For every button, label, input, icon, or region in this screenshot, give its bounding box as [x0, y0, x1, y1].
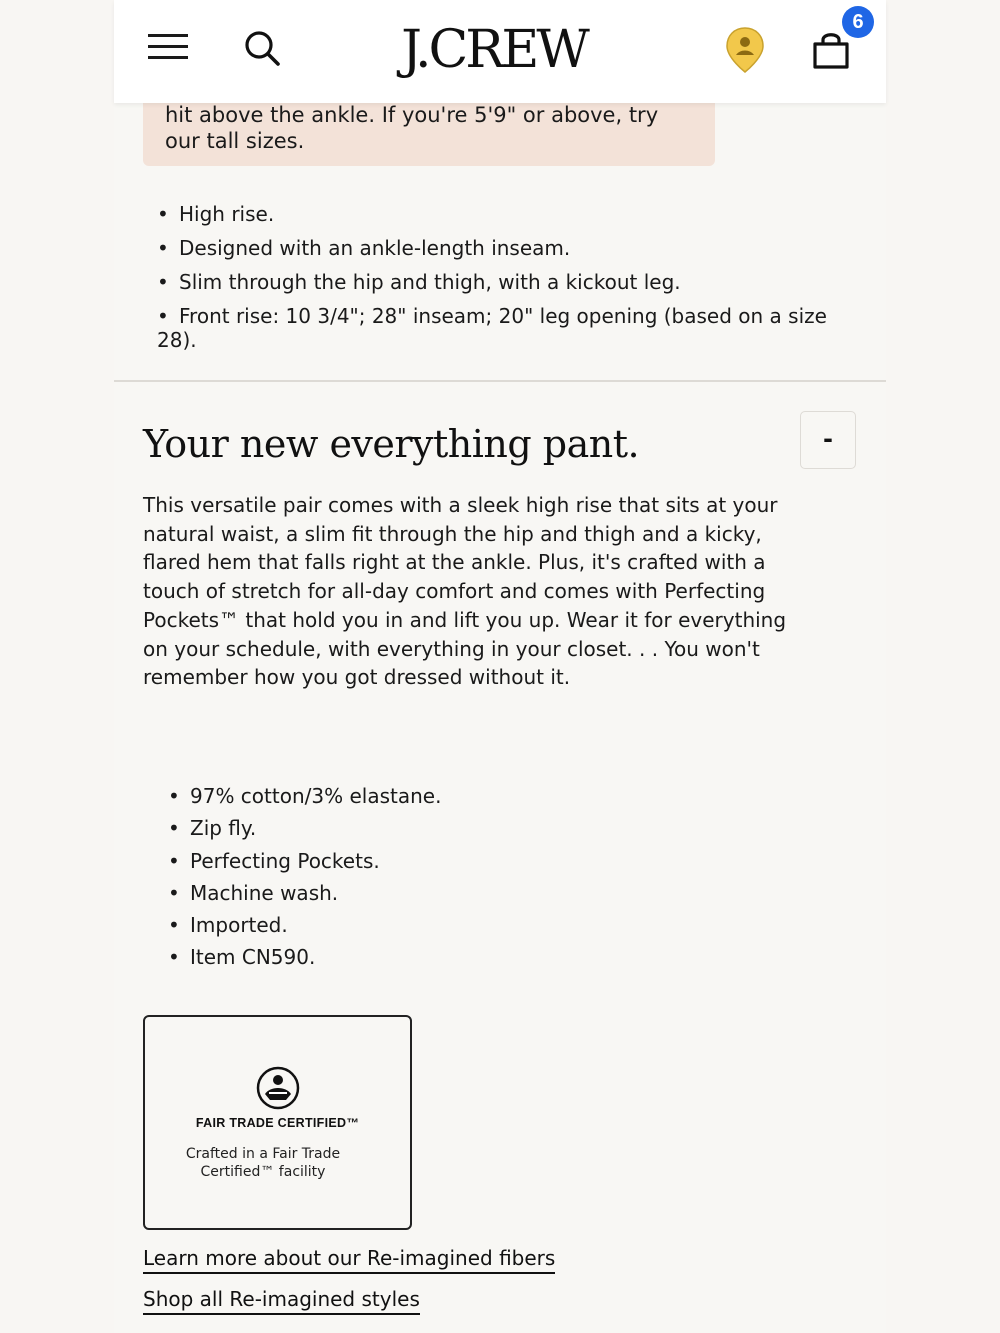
product-detail-item: • Machine wash. — [168, 877, 441, 909]
fair-trade-title: FAIR TRADE CERTIFIED™ — [195, 1116, 360, 1130]
bag-count-badge: 6 — [842, 6, 874, 38]
fair-trade-description: Crafted in a Fair Trade Certified™ facility — [185, 1146, 341, 1180]
reimagined-fibers-link[interactable]: Learn more about our Re-imagined fibers — [143, 1245, 555, 1274]
shop-reimagined-styles-link[interactable]: Shop all Re-imagined styles — [143, 1286, 420, 1315]
fair-trade-card — [143, 1015, 412, 1230]
search-icon[interactable] — [242, 28, 282, 68]
product-section-title: Your new everything pant. — [143, 422, 640, 466]
fair-trade-logo-icon — [256, 1066, 300, 1110]
tall-sizing-note-text: hit above the ankle. If you're 5'9" or above, try our tall sizes. — [165, 103, 659, 153]
fit-detail-item: • Slim through the hip and thigh, with a kickout leg. — [157, 270, 857, 294]
product-detail-item: • Imported. — [168, 909, 441, 941]
jcrew-logo[interactable]: J.CREW — [401, 20, 587, 80]
product-detail-item: • Perfecting Pockets. — [168, 845, 441, 877]
product-detail-item: • Zip fly. — [168, 812, 441, 844]
fit-detail-item: • High rise. — [157, 202, 857, 226]
collapse-section-button[interactable]: - — [800, 411, 856, 469]
section-divider — [114, 380, 886, 382]
fit-detail-item: • Designed with an ankle-length inseam. — [157, 236, 857, 260]
product-detail-item: • 97% cotton/3% elastane. — [168, 780, 441, 812]
product-details-list — [168, 780, 441, 974]
location-pin-icon[interactable] — [724, 26, 766, 74]
site-header — [114, 0, 886, 103]
shopping-bag-icon[interactable] — [811, 30, 851, 70]
hamburger-menu-icon[interactable] — [148, 34, 188, 60]
fit-detail-item: • Front rise: 10 3/4"; 28" inseam; 20" leg opening (based on a size 28). — [157, 304, 857, 352]
fit-details-list — [157, 202, 857, 362]
product-description: This versatile pair comes with a sleek high rise that sits at your natural waist, a slim fit through the hip and thigh and a kicky, flared hem that falls right at the ankle. Plus, it's crafted with a touch of stretch for all-day comfort and comes with Perfecting Pockets™ that hold you in and lift you up. Wear it for everything on your schedule, with everything in your closet. . . You won't remember how you got dressed without it. — [143, 493, 787, 690]
product-detail-item: • Item CN590. — [168, 941, 441, 973]
